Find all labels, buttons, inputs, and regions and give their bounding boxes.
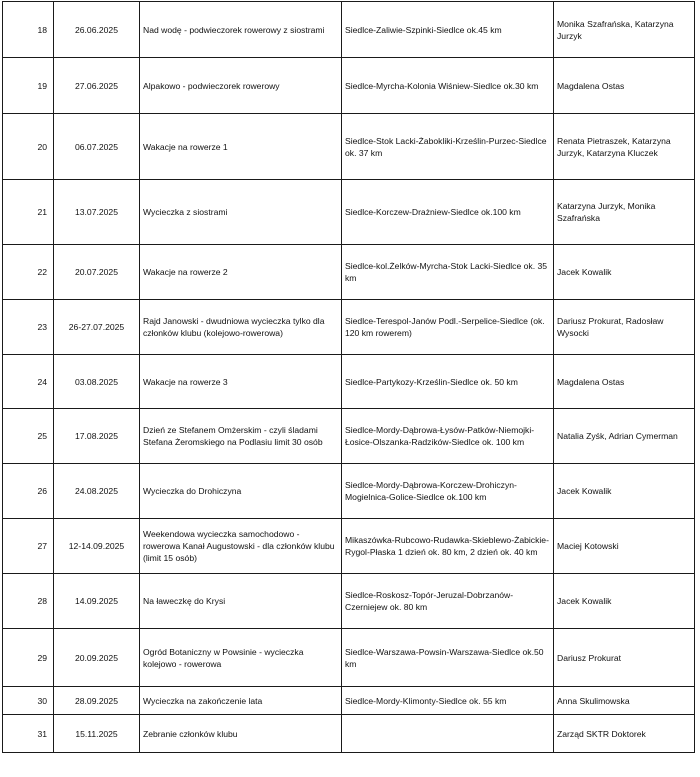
trip-date: 13.07.2025 bbox=[54, 180, 140, 245]
trip-route: Mikaszówka-Rubcowo-Rudawka-Skieblewo-Żabickie-Rygol-Płaska 1 dzień ok. 80 km, 2 dzień ok. 40 km bbox=[342, 519, 554, 574]
trip-leaders: Monika Szafrańska, Katarzyna Jurzyk bbox=[554, 2, 695, 58]
row-number: 23 bbox=[3, 300, 54, 355]
row-number: 20 bbox=[3, 114, 54, 180]
trip-name: Na ławeczkę do Krysi bbox=[140, 574, 342, 629]
row-number: 18 bbox=[3, 2, 54, 58]
trip-date: 12-14.09.2025 bbox=[54, 519, 140, 574]
table-row bbox=[3, 300, 695, 355]
trip-leaders: Dariusz Prokurat, Radosław Wysocki bbox=[554, 300, 695, 355]
trip-date: 03.08.2025 bbox=[54, 355, 140, 409]
table-row bbox=[3, 715, 695, 753]
row-number: 21 bbox=[3, 180, 54, 245]
table-row bbox=[3, 519, 695, 574]
trip-route: Siedlce-Korczew-Drażniew-Siedlce ok.100 km bbox=[342, 180, 554, 245]
trip-route: Siedlce-kol.Żelków-Myrcha-Stok Lacki-Siedlce ok. 35 km bbox=[342, 245, 554, 300]
trip-route: Siedlce-Mordy-Dąbrowa-Łysów-Patków-Niemojki-Łosice-Olszanka-Radzików-Siedlce ok. 100 km bbox=[342, 409, 554, 464]
trip-name: Alpakowo - podwieczorek rowerowy bbox=[140, 58, 342, 114]
trip-leaders: Katarzyna Jurzyk, Monika Szafrańska bbox=[554, 180, 695, 245]
row-number: 29 bbox=[3, 629, 54, 687]
trip-schedule-table bbox=[2, 1, 695, 753]
schedule-wrapper bbox=[2, 1, 695, 753]
trip-date: 17.08.2025 bbox=[54, 409, 140, 464]
trip-leaders: Zarząd SKTR Doktorek bbox=[554, 715, 695, 753]
trip-name: Wakacje na rowerze 1 bbox=[140, 114, 342, 180]
row-number: 27 bbox=[3, 519, 54, 574]
trip-name: Dzień ze Stefanem Omżerskim - czyli śladami Stefana Żeromskiego na Podlasiu limit 30 osób bbox=[140, 409, 342, 464]
row-number: 30 bbox=[3, 687, 54, 715]
table-row bbox=[3, 2, 695, 58]
trip-route: Siedlce-Zaliwie-Szpinki-Siedlce ok.45 km bbox=[342, 2, 554, 58]
trip-leaders: Jacek Kowalik bbox=[554, 574, 695, 629]
trip-date: 28.09.2025 bbox=[54, 687, 140, 715]
trip-name: Rajd Janowski - dwudniowa wycieczka tylko dla członków klubu (kolejowo-rowerowa) bbox=[140, 300, 342, 355]
trip-date: 26-27.07.2025 bbox=[54, 300, 140, 355]
trip-leaders: Maciej Kotowski bbox=[554, 519, 695, 574]
trip-route: Siedlce-Myrcha-Kolonia Wiśniew-Siedlce ok.30 km bbox=[342, 58, 554, 114]
trip-route: Siedlce-Mordy-Dąbrowa-Korczew-Drohiczyn-Mogielnica-Golice-Siedlce ok.100 km bbox=[342, 464, 554, 519]
trip-route: Siedlce-Roskosz-Topór-Jeruzal-Dobrzanów-Czerniejew ok. 80 km bbox=[342, 574, 554, 629]
table-row bbox=[3, 409, 695, 464]
trip-route: Siedlce-Terespol-Janów Podl.-Serpelice-Siedlce (ok. 120 km rowerem) bbox=[342, 300, 554, 355]
trip-name: Wakacje na rowerze 2 bbox=[140, 245, 342, 300]
trip-name: Wycieczka na zakończenie lata bbox=[140, 687, 342, 715]
trip-name: Wycieczka do Drohiczyna bbox=[140, 464, 342, 519]
trip-leaders: Jacek Kowalik bbox=[554, 464, 695, 519]
table-row bbox=[3, 574, 695, 629]
trip-date: 15.11.2025 bbox=[54, 715, 140, 753]
trip-route bbox=[342, 715, 554, 753]
trip-leaders: Magdalena Ostas bbox=[554, 58, 695, 114]
table-row bbox=[3, 114, 695, 180]
trip-date: 26.06.2025 bbox=[54, 2, 140, 58]
row-number: 28 bbox=[3, 574, 54, 629]
trip-leaders: Jacek Kowalik bbox=[554, 245, 695, 300]
trip-name: Zebranie członków klubu bbox=[140, 715, 342, 753]
trip-name: Wakacje na rowerze 3 bbox=[140, 355, 342, 409]
trip-route: Siedlce-Mordy-Klimonty-Siedlce ok. 55 km bbox=[342, 687, 554, 715]
trip-date: 14.09.2025 bbox=[54, 574, 140, 629]
trip-name: Nad wodę - podwieczorek rowerowy z siostrami bbox=[140, 2, 342, 58]
trip-leaders: Renata Pietraszek, Katarzyna Jurzyk, Katarzyna Kluczek bbox=[554, 114, 695, 180]
trip-date: 24.08.2025 bbox=[54, 464, 140, 519]
table-row bbox=[3, 245, 695, 300]
trip-date: 27.06.2025 bbox=[54, 58, 140, 114]
trip-leaders: Magdalena Ostas bbox=[554, 355, 695, 409]
row-number: 25 bbox=[3, 409, 54, 464]
trip-name: Weekendowa wycieczka samochodowo - rowerowa Kanał Augustowski - dla członków klubu (limit 15 osób) bbox=[140, 519, 342, 574]
trip-name: Wycieczka z siostrami bbox=[140, 180, 342, 245]
row-number: 22 bbox=[3, 245, 54, 300]
row-number: 24 bbox=[3, 355, 54, 409]
row-number: 19 bbox=[3, 58, 54, 114]
table-row bbox=[3, 58, 695, 114]
table-row bbox=[3, 464, 695, 519]
table-row bbox=[3, 687, 695, 715]
trip-route: Siedlce-Warszawa-Powsin-Warszawa-Siedlce ok.50 km bbox=[342, 629, 554, 687]
trip-leaders: Natalia Zyśk, Adrian Cymerman bbox=[554, 409, 695, 464]
trip-date: 20.09.2025 bbox=[54, 629, 140, 687]
table-row bbox=[3, 355, 695, 409]
trip-name: Ogród Botaniczny w Powsinie - wycieczka kolejowo - rowerowa bbox=[140, 629, 342, 687]
trip-leaders: Anna Skulimowska bbox=[554, 687, 695, 715]
table-row bbox=[3, 629, 695, 687]
trip-route: Siedlce-Partykozy-Krześlin-Siedlce ok. 50 km bbox=[342, 355, 554, 409]
trip-route: Siedlce-Stok Lacki-Żabokliki-Krześlin-Purzec-Siedlce ok. 37 km bbox=[342, 114, 554, 180]
trip-date: 06.07.2025 bbox=[54, 114, 140, 180]
table-row bbox=[3, 180, 695, 245]
trip-leaders: Dariusz Prokurat bbox=[554, 629, 695, 687]
trip-date: 20.07.2025 bbox=[54, 245, 140, 300]
row-number: 31 bbox=[3, 715, 54, 753]
row-number: 26 bbox=[3, 464, 54, 519]
